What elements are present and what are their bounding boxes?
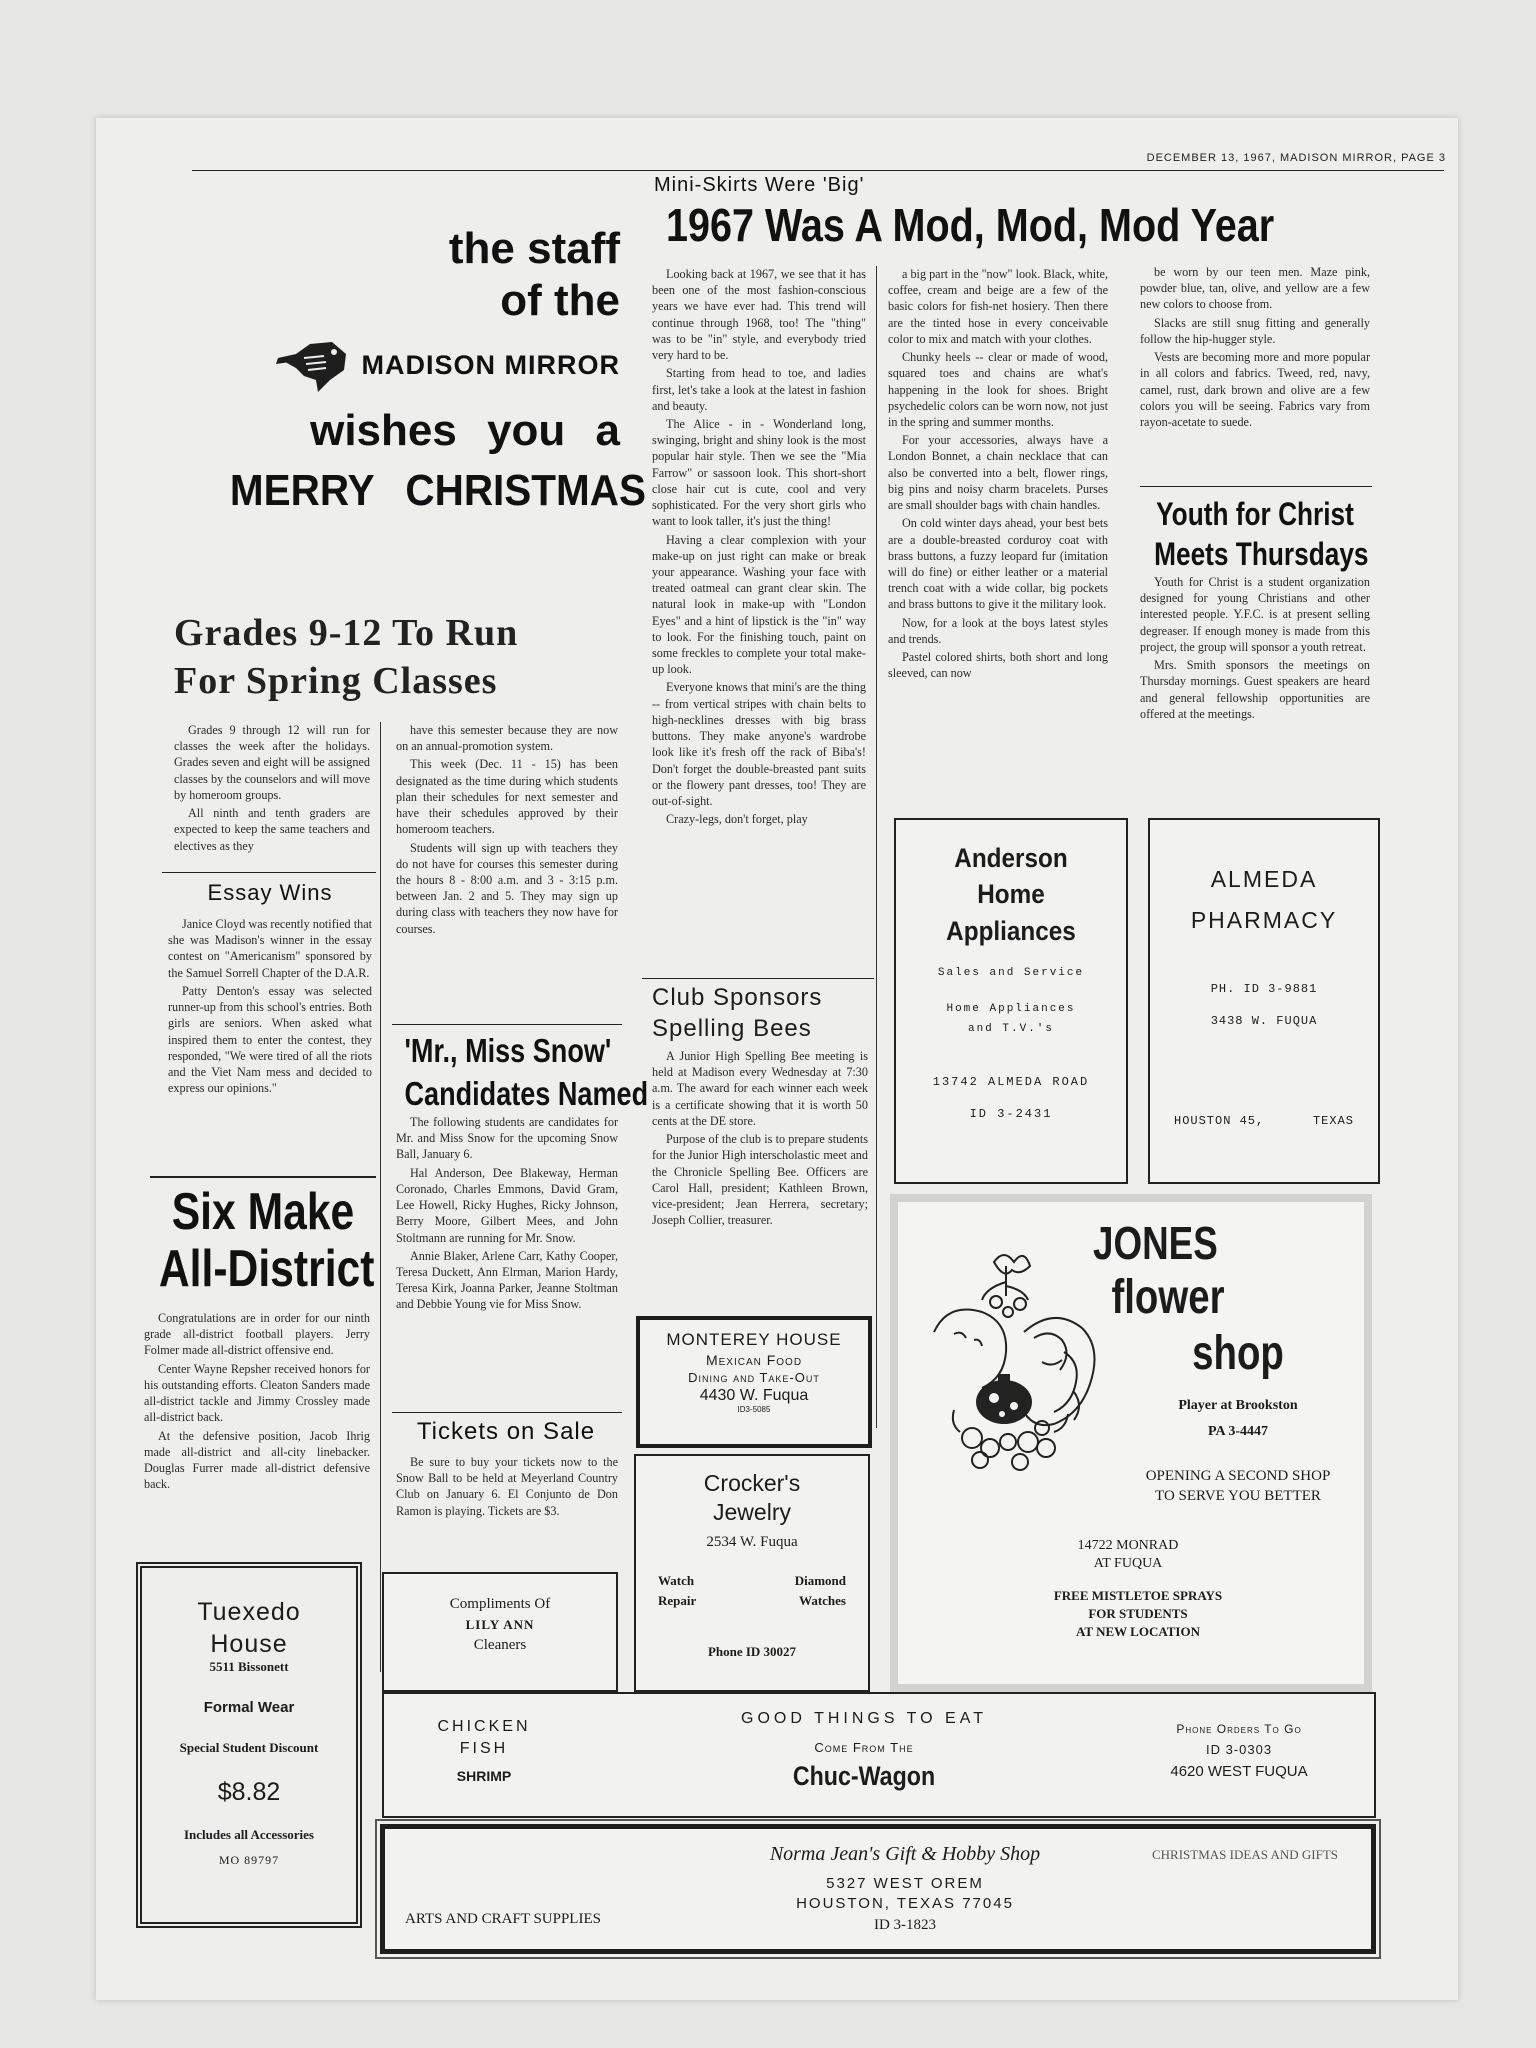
anderson-line-1: Home Appliances [946, 1003, 1076, 1016]
snow-paragraph: Hal Anderson, Dee Blakeway, Herman Coronado, Charles Emmons, David Gram, Lee Howell, Ricky Hughes, Ricky Johnson, Berry Moore, Gilbert Mees, and John Stoltmann are running for Mr. Snow. [396, 1165, 618, 1245]
chuc-wagon-left [414, 1718, 554, 1784]
jones-free-2: FOR STUDENTS [1088, 1606, 1188, 1621]
tickets-paragraph: Be sure to buy your tickets now to the Snow Ball to be held at Meyerland Country Club on January 6. El Conjunto de Don Ramon is playing. Tickets are $3. [396, 1455, 618, 1518]
tuexedo-line-2: Special Student Discount [179, 1739, 319, 1755]
greeting-line-2: of the [500, 276, 620, 325]
lead-paragraph: be worn by our teen men. Maze pink, powder blue, tan, olive, and yellow are a few new colors to choose from. [1140, 265, 1370, 312]
dateline: DECEMBER 13, 1967, MADISON MIRROR, PAGE 3 [1146, 152, 1446, 164]
norma-jean-ad [380, 1824, 1376, 1954]
district-paragraph: Congratulations are in order for our ninth grade all-district football players. Jerry Folmer made all-district offensive end. [144, 1311, 370, 1358]
rule [1140, 486, 1372, 487]
crockers-phone: Phone ID 30027 [707, 1644, 797, 1659]
anderson-tagline: Sales and Service [937, 967, 1085, 980]
lead-paragraph: Having a clear complexion with your make-up on just right can make or break your appearance. Washing your face with treated oatmeal can grant clear skin. The natural look in make-up with "London Eyes" and a hint of lipstick is the "in" way to look. For the finishing touch, paint on some freckles to complete your total make-up look. [652, 532, 866, 677]
monterey-line-1: Mexican Food [705, 1352, 803, 1368]
lead-column-1 [652, 266, 866, 829]
essay-body [168, 916, 372, 1098]
monterey-name: MONTEREY HOUSE [666, 1330, 842, 1349]
lead-paragraph: For your accessories, always have a London Bonnet, a chain necklace that can also be converted into a belt, flower rings, big pins and noisy charm bracelets. Purses are small shoulder bags with chain handles. [888, 433, 1108, 513]
monterey-line-2: Dining and Take-Out [688, 1370, 820, 1385]
lead-paragraph: Starting from head to toe, and ladies first, let's take a look at the latest in fashion and beauty. [652, 366, 866, 413]
greeting-line-3: wishes you a [310, 406, 620, 455]
jones-address-1: 14722 MONRAD [1077, 1538, 1179, 1553]
tuexedo-address: 5511 Bissonett [209, 1658, 289, 1674]
chuc-wagon-left-1: CHICKEN [437, 1718, 531, 1735]
rule [162, 872, 376, 873]
jones-name-3: shop [1192, 1327, 1284, 1380]
chuc-wagon-right-3: 4620 WEST FUQUA [1170, 1763, 1308, 1780]
jones-opening-2: TO SERVE YOU BETTER [1155, 1488, 1321, 1504]
crockers-right-2: Watches [799, 1592, 846, 1608]
district-body [144, 1310, 370, 1494]
newspaper-page [96, 118, 1458, 2000]
snow-paragraph: The following students are candidates for Mr. and Miss Snow for the upcoming Snow Ball, January 6. [396, 1115, 618, 1162]
crockers-address: 2534 W. Fuqua [706, 1534, 798, 1550]
lead-paragraph: Vests are becoming more and more popular in all colors and fabrics. Tweed, red, navy, camel, rust, dark brown and olive are a few colors you will be seeing. Fabrics vary from rayon-acetate to suede. [1140, 350, 1370, 429]
essay-paragraph: Janice Cloyd was recently notified that she was Madison's winner in the essay contest on "Americanism" sponsored by the Samuel Sorrell Chapter of the D.A.R. [168, 917, 372, 980]
jones-address-2: AT FUQUA [1093, 1556, 1163, 1571]
tuexedo-ad-content [144, 1596, 354, 1868]
crockers-name-1: Crocker's [703, 1470, 801, 1496]
snow-paragraph: Annie Blaker, Arlene Carr, Kathy Cooper, Teresa Duckett, Ann Elrman, Marion Hardy, Teresa Kirk, Joanna Parker, Jeanne Stoltman and Debbie Young vie for Miss Snow. [396, 1248, 618, 1312]
almeda-phone: PH. ID 3-9881 [1210, 982, 1318, 996]
anderson-name [908, 840, 1115, 949]
jones-free-1: FREE MISTLETOE SPRAYS [1053, 1588, 1223, 1603]
column-divider [380, 722, 381, 1672]
chuc-wagon-right-2: ID 3-0303 [1205, 1742, 1273, 1757]
chuc-wagon-ad [382, 1692, 1376, 1818]
crockers-name-2: Jewelry [713, 1499, 791, 1525]
district-paragraph: Center Wayne Repsher received honors for his outstanding efforts. Cleaton Sanders made all-district tackle and Jimmy Crossley made all-district back. [144, 1361, 370, 1425]
crockers-ad [634, 1454, 870, 1692]
tickets-body [396, 1454, 618, 1521]
almeda-name-2: PHARMACY [1190, 907, 1338, 933]
lead-column-3 [1140, 264, 1370, 432]
anderson-name-2: Home [977, 879, 1045, 910]
grades-headline [174, 610, 634, 705]
lead-paragraph: Crazy-legs, don't forget, play [666, 812, 808, 827]
masthead-rule [192, 170, 1444, 171]
tuexedo-line-1: Formal Wear [203, 1698, 295, 1716]
spelling-headline [652, 982, 882, 1044]
lead-paragraph: Pastel colored shirts, both short and long sleeved, can now [888, 650, 1108, 681]
grades-paragraph: This week (Dec. 11 - 15) has been designated as the time during which students plan their schedules for next semester and have their schedules approved by their homeroom teachers. [396, 757, 618, 837]
grades-paragraph: Students will sign up with teachers they do not have for courses this semester during the hours 8 - 8:00 a.m. and 3 - 3:15 p.m. between Jan. 2 and 5. They may sign up during class with teachers they now have for courses. [396, 840, 618, 936]
anderson-name-3: Appliances [946, 915, 1076, 946]
district-headline-line-2: All-District [158, 1240, 375, 1299]
yfc-paragraph: Mrs. Smith sponsors the meetings on Thursday mornings. Guest speakers are heard and general fellowship opportunities are offered at the meetings. [1140, 658, 1370, 721]
greeting-line-1: the staff [448, 224, 620, 273]
tuexedo-name-2: House [210, 1629, 288, 1658]
rule [392, 1412, 622, 1413]
rule [392, 1024, 622, 1025]
snow-body [396, 1114, 618, 1315]
rule [642, 978, 874, 979]
grades-column-2 [396, 722, 618, 939]
lead-paragraph: Slacks are still snug fitting and generally follow the hip-hugger style. [1140, 315, 1370, 346]
chuc-wagon-name: Chuc-Wagon [792, 1761, 936, 1791]
grades-headline-line-1: Grades 9-12 To Run [174, 612, 519, 654]
district-headline-line-1: Six Make [171, 1183, 355, 1241]
almeda-name-1: ALMEDA [1210, 866, 1318, 892]
chuc-wagon-center [684, 1710, 1044, 1792]
tuexedo-line-3: Includes all Accessories [184, 1826, 314, 1842]
norma-jean-name: Norma Jean's Gift & Hobby Shop [769, 1843, 1041, 1865]
chuc-wagon-top: GOOD THINGS TO EAT [741, 1710, 987, 1727]
lead-paragraph: Chunky heels -- clear or made of wood, squared toes and chains are what's happening in the look for shoes. Bright psychedelic colors can be worn now, not just in the spring and summer months. [888, 350, 1108, 429]
jones-ad [890, 1194, 1372, 1692]
norma-jean-left: ARTS AND CRAFT SUPPLIES [405, 1911, 601, 1927]
lead-paragraph: On cold winter days ahead, your best bets are a double-breasted corduroy coat with brass buttons, a fuzzy leopard fur (imitation will do fine) or either leather or a material trench coat with a wide collar, big pockets and brass buttons to give it the military look. [888, 516, 1108, 612]
lead-kicker: Mini-Skirts Were 'Big' [654, 174, 865, 196]
anderson-address: 13742 ALMEDA ROAD [932, 1075, 1090, 1090]
anderson-ad [894, 818, 1128, 1184]
yfc-headline-line-1: Youth for Christ [1156, 496, 1354, 532]
crockers-right [795, 1571, 846, 1610]
spelling-headline-line-2: Spelling Bees [652, 1015, 812, 1043]
yfc-body [1140, 574, 1370, 724]
norma-jean-right: CHRISTMAS IDEAS AND GIFTS [1152, 1847, 1338, 1862]
almeda-city: HOUSTON 45, [1174, 1114, 1265, 1128]
chuc-wagon-right [1134, 1722, 1344, 1780]
essay-headline: Essay Wins [207, 880, 333, 905]
almeda-address: 3438 W. FUQUA [1210, 1014, 1318, 1028]
norma-jean-address-1: 5327 WEST OREM [826, 1875, 984, 1892]
flower-girl-illustration-icon [924, 1242, 1114, 1482]
anderson-line-2: and T.V.'s [967, 1023, 1054, 1036]
chuc-wagon-left-3: SHRIMP [456, 1768, 512, 1784]
yfc-headline [1154, 494, 1369, 574]
rule [150, 1176, 376, 1178]
jones-name-2: flower [1111, 1271, 1225, 1324]
lead-paragraph: The Alice - in - Wonderland long, swinging, bright and shiny look is the most popular hair style. Then we see the "Mia Farrow" or sassoon look. This short-short close hair cut is cute, cool and very sophisticated. For the very short girls who want to look taller, it's just the thing! [652, 416, 866, 529]
crockers-left [658, 1571, 696, 1610]
tuexedo-phone: MO 89797 [218, 1852, 280, 1867]
column-divider [876, 266, 877, 1428]
lily-ann-line-1: Compliments Of [449, 1596, 551, 1612]
staff-greeting [196, 224, 646, 516]
tuexedo-price: $8.82 [217, 1777, 281, 1806]
yfc-paragraph: Youth for Christ is a student organization designed for young Christians and other interested people. Y.F.C. is at present selling degreaser. If enough money is made from this project, the group will sponsor a youth retreat. [1140, 575, 1370, 654]
lead-paragraph: Looking back at 1967, we see that it has been one of the most fashion-conscious years we have ever had. This trend will continue through 1968, too! The "thing" was to be "in" style, and everybody tried very hard to be. [652, 267, 866, 363]
lead-paragraph: Now, for a look at the boys latest styles and trends. [888, 615, 1108, 646]
chuc-wagon-right-1: Phone Orders To Go [1176, 1722, 1302, 1736]
crockers-left-2: Repair [658, 1592, 697, 1608]
grades-paragraph: All ninth and tenth graders are expected to keep the same teachers and electives as they [174, 806, 370, 853]
essay-paragraph: Patty Denton's essay was selected runner-up from this school's entries. Both girls are seniors. When asked what inspired them to enter the contest, they responded, "We were tired of all the riots and the Viet Nam mess and decided to express our opinions." [168, 983, 372, 1096]
snow-headline-line-2: Candidates Named [404, 1074, 649, 1112]
lily-ann-line-3: Cleaners [473, 1637, 527, 1653]
crockers-right-1: Diamond [794, 1573, 846, 1588]
lead-paragraph: a big part in the "now" look. Black, white, coffee, cream and beige are a few of the basic colors for fish-net hosiery. Then there are the tinted hose in every conceivable color to mix and match with your clothes. [888, 267, 1108, 346]
lily-ann-line-2: LILY ANN [465, 1617, 535, 1632]
lead-column-2 [888, 266, 1108, 683]
almeda-ad [1148, 818, 1380, 1184]
greeting-line-4: MERRY CHRISTMAS [229, 466, 646, 515]
grades-paragraph: Grades 9 through 12 will run for classes the week after the holidays. Grades seven and eight will be assigned classes by the counselors and will move by homeroom groups. [174, 723, 370, 802]
spelling-body [652, 1048, 868, 1230]
tickets-headline: Tickets on Sale [416, 1418, 596, 1445]
lily-ann-ad [382, 1572, 618, 1692]
grades-paragraph: have this semester because they are now on an annual-promotion system. [396, 723, 618, 754]
crockers-left-1: Watch [658, 1573, 695, 1588]
paper-name: MADISON MIRROR [361, 349, 620, 380]
monterey-ad [636, 1316, 872, 1448]
lead-headline: 1967 Was A Mod, Mod, Mod Year [666, 199, 1275, 251]
chuc-wagon-left-2: FISH [459, 1740, 509, 1757]
monterey-address: 4430 W. Fuqua [699, 1387, 809, 1404]
spelling-paragraph: Purpose of the club is to prepare students for the Junior High interscholastic meet and the Chronicle Spelling Bee. Officers are Carol Hall, president; Kathleen Brown, vice-president; Jean Herrera, secretary; Joseph Collier, treasurer. [652, 1132, 868, 1228]
jones-free-3: AT NEW LOCATION [1075, 1624, 1200, 1639]
norma-jean-address-2: HOUSTON, TEXAS 77045 [796, 1895, 1014, 1912]
norma-jean-phone: ID 3-1823 [873, 1917, 937, 1933]
anderson-phone: ID 3-2431 [969, 1107, 1053, 1122]
snow-headline [404, 1030, 649, 1116]
grades-headline-line-2: For Spring Classes [174, 659, 498, 702]
district-paragraph: At the defensive position, Jacob Ihrig made all-district and all-city linebacker. Douglas Furrer made all-district defensive back. [144, 1428, 370, 1492]
lead-paragraph: Everyone knows that mini's are the thing -- from vertical stripes with chain belts to high-necklines dresses with big brass buttons. They make anyone's wardrobe look like it's fresh off the rack of Biba's! Don't forget the double-breasted pant suits or the flowery pant dresses, too! They are out-of-sight. [652, 680, 866, 808]
tuexedo-name-1: Tuexedo [197, 1598, 301, 1626]
chuc-wagon-mid: Come From The [814, 1740, 914, 1755]
jones-opening-1: OPENING A SECOND SHOP [1145, 1468, 1331, 1484]
district-headline [158, 1183, 375, 1299]
jones-location: Player at Brookston [1178, 1398, 1298, 1413]
spelling-headline-line-1: Club Sponsors [652, 984, 823, 1011]
anderson-name-1: Anderson [954, 843, 1068, 873]
spelling-paragraph: A Junior High Spelling Bee meeting is held at Madison every Wednesday at 7:30 a.m. The award for each winner each week is a certificate showing that it is worth 50 cents at the DE store. [652, 1049, 868, 1128]
jones-name-1: JONES [1093, 1217, 1218, 1269]
jones-phone: PA 3-4447 [1207, 1424, 1268, 1439]
yfc-headline-line-2: Meets Thursdays [1154, 536, 1369, 572]
snow-headline-line-1: 'Mr., Miss Snow' [404, 1032, 612, 1069]
grades-column-1 [174, 722, 370, 856]
monterey-phone: ID3-5085 [737, 1405, 771, 1414]
fish-logo-icon [274, 332, 354, 398]
almeda-state: TEXAS [1312, 1114, 1354, 1128]
